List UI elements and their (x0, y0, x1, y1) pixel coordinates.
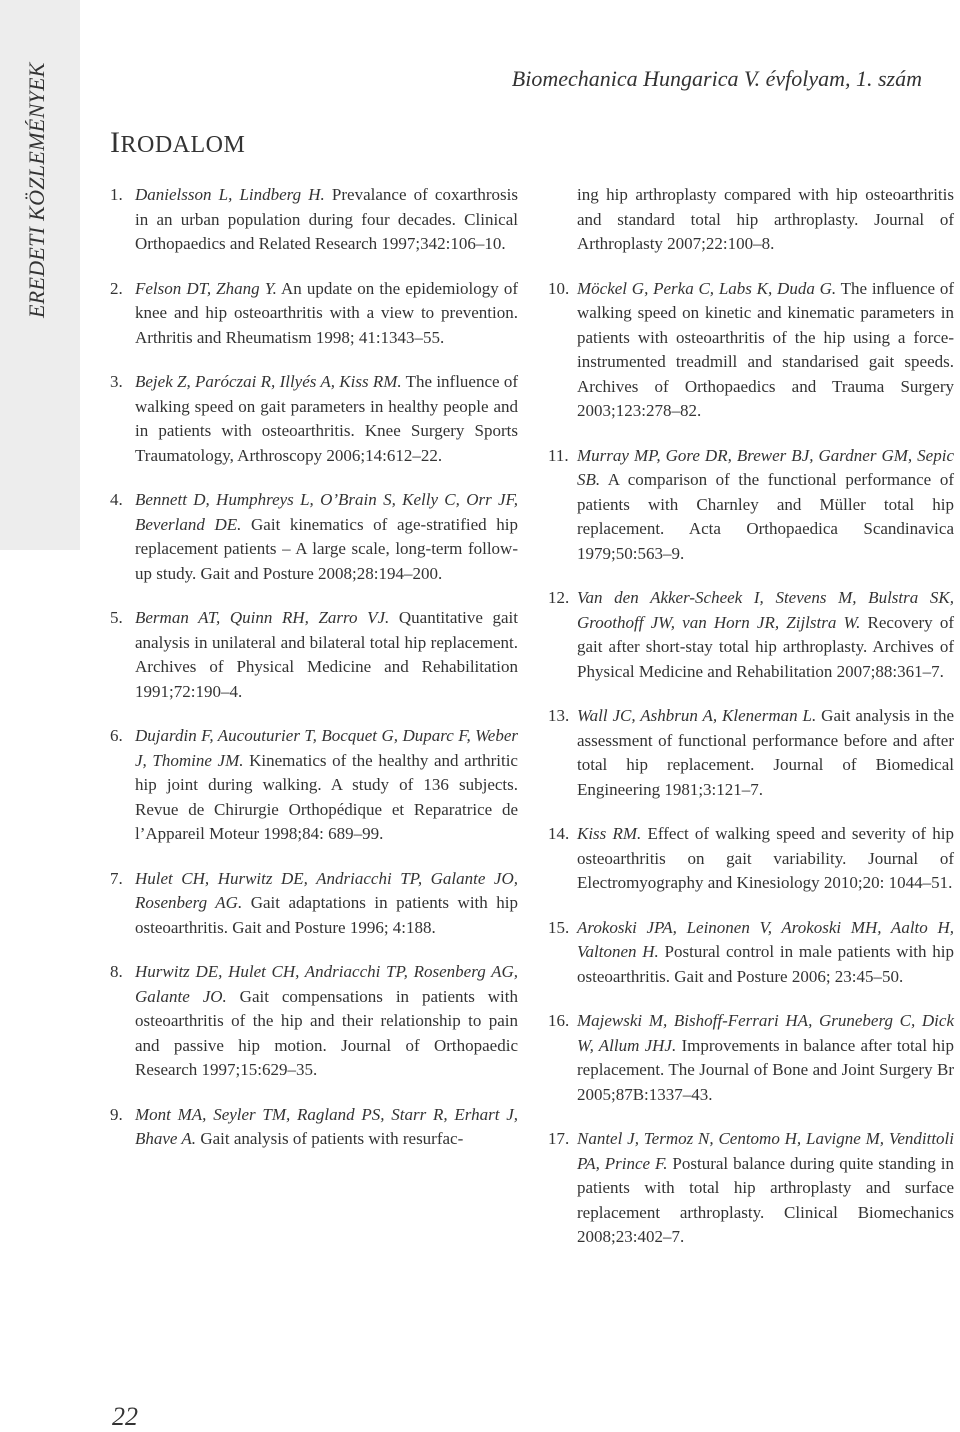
reference-item (110, 183, 518, 257)
reference-number: 6. (110, 726, 123, 745)
reference-item (548, 444, 954, 567)
reference-item (548, 1127, 954, 1250)
reference-authors: Hulet CH, Hurwitz DE, Andriacchi TP, Galante JO, Rosenberg AG. (135, 868, 518, 912)
reference-text: An update on the epidemiology of knee and hip osteoarthritis with a view to prevention. Arthritis and Rheumatism 1998; 41:1343–55. (135, 278, 518, 347)
reference-authors: Berman AT, Quinn RH, Zarro VJ. (135, 608, 390, 627)
reference-text: Improvements in balance after total hip replacement. The Journal of Bone and Joint Surgery Br 2005;87B:1337–43. (577, 1035, 954, 1104)
reference-text: Gait compensations in patients with osteoarthritis of the hip and their relationship to pain and passive hip motion. Journal of Orthopaedic Research 1997;15:629–35. (135, 986, 518, 1079)
reference-authors: Van den Akker-Scheek I, Stevens M, Bulstra SK, Groothoff JW, van Horn JR, Zijlstra W. (577, 588, 954, 632)
reference-number: 1. (110, 185, 123, 204)
reference-authors: Felson DT, Zhang Y. (135, 278, 277, 298)
section-heading (110, 126, 245, 160)
reference-item (110, 277, 518, 351)
reference-column-left (110, 183, 518, 1172)
reference-item (110, 1103, 518, 1152)
journal-header: Biomechanica Hungarica V. évfolyam, 1. szám (511, 66, 922, 91)
reference-authors: Murray MP, Gore DR, Brewer BJ, Gardner GM, Sepic SB. (577, 445, 954, 489)
reference-item (110, 606, 518, 704)
reference-number: 3. (110, 372, 123, 391)
reference-item (110, 370, 518, 468)
reference-text: Postural control in male patients with hip osteoarthritis. Gait and Posture 2006; 23:45–50. (577, 942, 954, 986)
reference-text: Gait analysis of patients with resurfac- (196, 1129, 464, 1148)
heading-rest: RODALOM (120, 132, 246, 158)
reference-text: Gait adaptations in patients with hip osteoarthritis. Gait and Posture 1996; 4:188. (135, 893, 518, 937)
reference-number: 5. (110, 608, 123, 627)
reference-item (110, 488, 518, 586)
reference-number: 17. (548, 1129, 570, 1148)
reference-item (110, 724, 518, 847)
reference-item (548, 704, 954, 802)
reference-item (548, 1009, 954, 1107)
reference-number: 12. (548, 588, 570, 607)
reference-authors: Mont MA, Seyler TM, Ragland PS, Starr R, Erhart J, Bhave A. (135, 1104, 518, 1148)
reference-authors: Nantel J, Termoz N, Centomo H, Lavigne M, Vendittoli PA, Prince F. (577, 1129, 954, 1173)
reference-text: Recovery of gait after short-stay total hip arthroplasty. Archives of Physical Medicine and Rehabilitation 2007;88:361–7. (577, 612, 954, 681)
reference-item (110, 960, 518, 1083)
reference-number: 8. (110, 962, 123, 981)
reference-authors: Bennett D, Humphreys L, O’Brain S, Kelly C, Orr JF, Beverland DE. (135, 490, 518, 534)
reference-item (548, 822, 955, 896)
reference-item (548, 916, 954, 990)
reference-authors: Danielsson L, Lindberg H. (135, 185, 325, 204)
reference-authors: Bejek Z, Paróczai R, Illyés A, Kiss RM. (135, 372, 402, 391)
reference-item (110, 867, 518, 941)
reference-authors: Wall JC, Ashbrun A, Klenerman L. (577, 706, 817, 725)
page-number: 22 (112, 1402, 138, 1431)
heading-initial: I (110, 126, 121, 159)
reference-item (548, 277, 954, 424)
reference-number: 15. (548, 917, 570, 937)
reference-text: Effect of walking speed and severity of hip osteoarthritis on gait variability. Journal of Electromyography and Kinesiology 2010;20: 1044–51. (577, 824, 955, 892)
reference-number: 14. (548, 824, 570, 843)
reference-number: 9. (110, 1104, 123, 1124)
reference-text: Kinematics of the healthy and arthritic hip joint during walking. A study of 136 subjects. Revue de Chirurgie Orthopédique et Reparatrice de l’Appareil Moteur 1998;84: 689–99. (135, 750, 518, 843)
reference-authors: Möckel G, Perka C, Labs K, Duda G. (577, 278, 837, 298)
reference-text: A comparison of the functional performance of patients with Charnley and Müller total hip replacement. Acta Orthopaedica Scandinavica 1979;50:563–9. (577, 470, 954, 563)
reference-text: The influence of walking speed on kinetic and kinematic parameters in patients with osteoarthritis of the hip using a force-instrumented treadmill and standarised gait speeds. Archives of Orthopaedics and Trauma Surgery 2003;123:278–82. (577, 278, 954, 420)
reference-number: 13. (548, 706, 570, 725)
reference-text: Gait kinematics of age-stratified hip replacement patients – A large scale, long-term follow-up study. Gait and Posture 2008;28:194–200. (135, 514, 518, 583)
reference-number: 10. (548, 278, 570, 298)
reference-number: 7. (110, 868, 123, 888)
reference-number: 2. (110, 278, 123, 298)
section-side-label-text: EREDETI KÖZLEMÉNYEK (24, 62, 49, 318)
reference-authors: Majewski M, Bishoff-Ferrari HA, Gruneberg C, Dick W, Allum JHJ. (577, 1011, 954, 1055)
reference-continuation: ing hip arthroplasty compared with hip osteoarthritis and standard total hip arthroplasty. Journal of Arthroplasty 2007;22:100–8. (577, 185, 954, 253)
reference-text: Postural balance during quite standing in patients with total hip arthroplasty and surface replacement arthroplasty. Clinical Biomechanics 2008;23:402–7. (577, 1153, 954, 1246)
reference-text: Quantitative gait analysis in unilateral and bilateral total hip replacement. Archives of Physical Medicine and Rehabilitation 1991;72:190–4. (135, 608, 518, 701)
reference-authors: Hurwitz DE, Hulet CH, Andriacchi TP, Rosenberg AG, Galante JO. (135, 962, 518, 1006)
reference-text: Prevalance of coxarthrosis in an urban population during four decades. Clinical Orthopaedics and Related Research 1997;342:106–10. (135, 185, 518, 253)
reference-item (548, 586, 954, 684)
reference-authors: Arokoski JPA, Leinonen V, Arokoski MH, Aalto H, Valtonen H. (577, 917, 954, 961)
reference-column-right (548, 183, 955, 1270)
reference-number: 4. (110, 490, 123, 509)
reference-text: The influence of walking speed on gait parameters in healthy people and in patients with osteoarthritis. Knee Surgery Sports Traumatology, Arthroscopy 2006;14:612–22. (135, 372, 518, 465)
reference-number: 11. (548, 445, 569, 465)
reference-number: 16. (548, 1011, 570, 1030)
reference-authors: Dujardin F, Aucouturier T, Bocquet G, Duparc F, Weber J, Thomine JM. (135, 726, 518, 770)
reference-authors: Kiss RM. (577, 824, 642, 843)
reference-text: Gait analysis in the assessment of functional performance before and after total hip replacement. Journal of Biomedical Engineering 1981;3:121–7. (577, 706, 954, 799)
